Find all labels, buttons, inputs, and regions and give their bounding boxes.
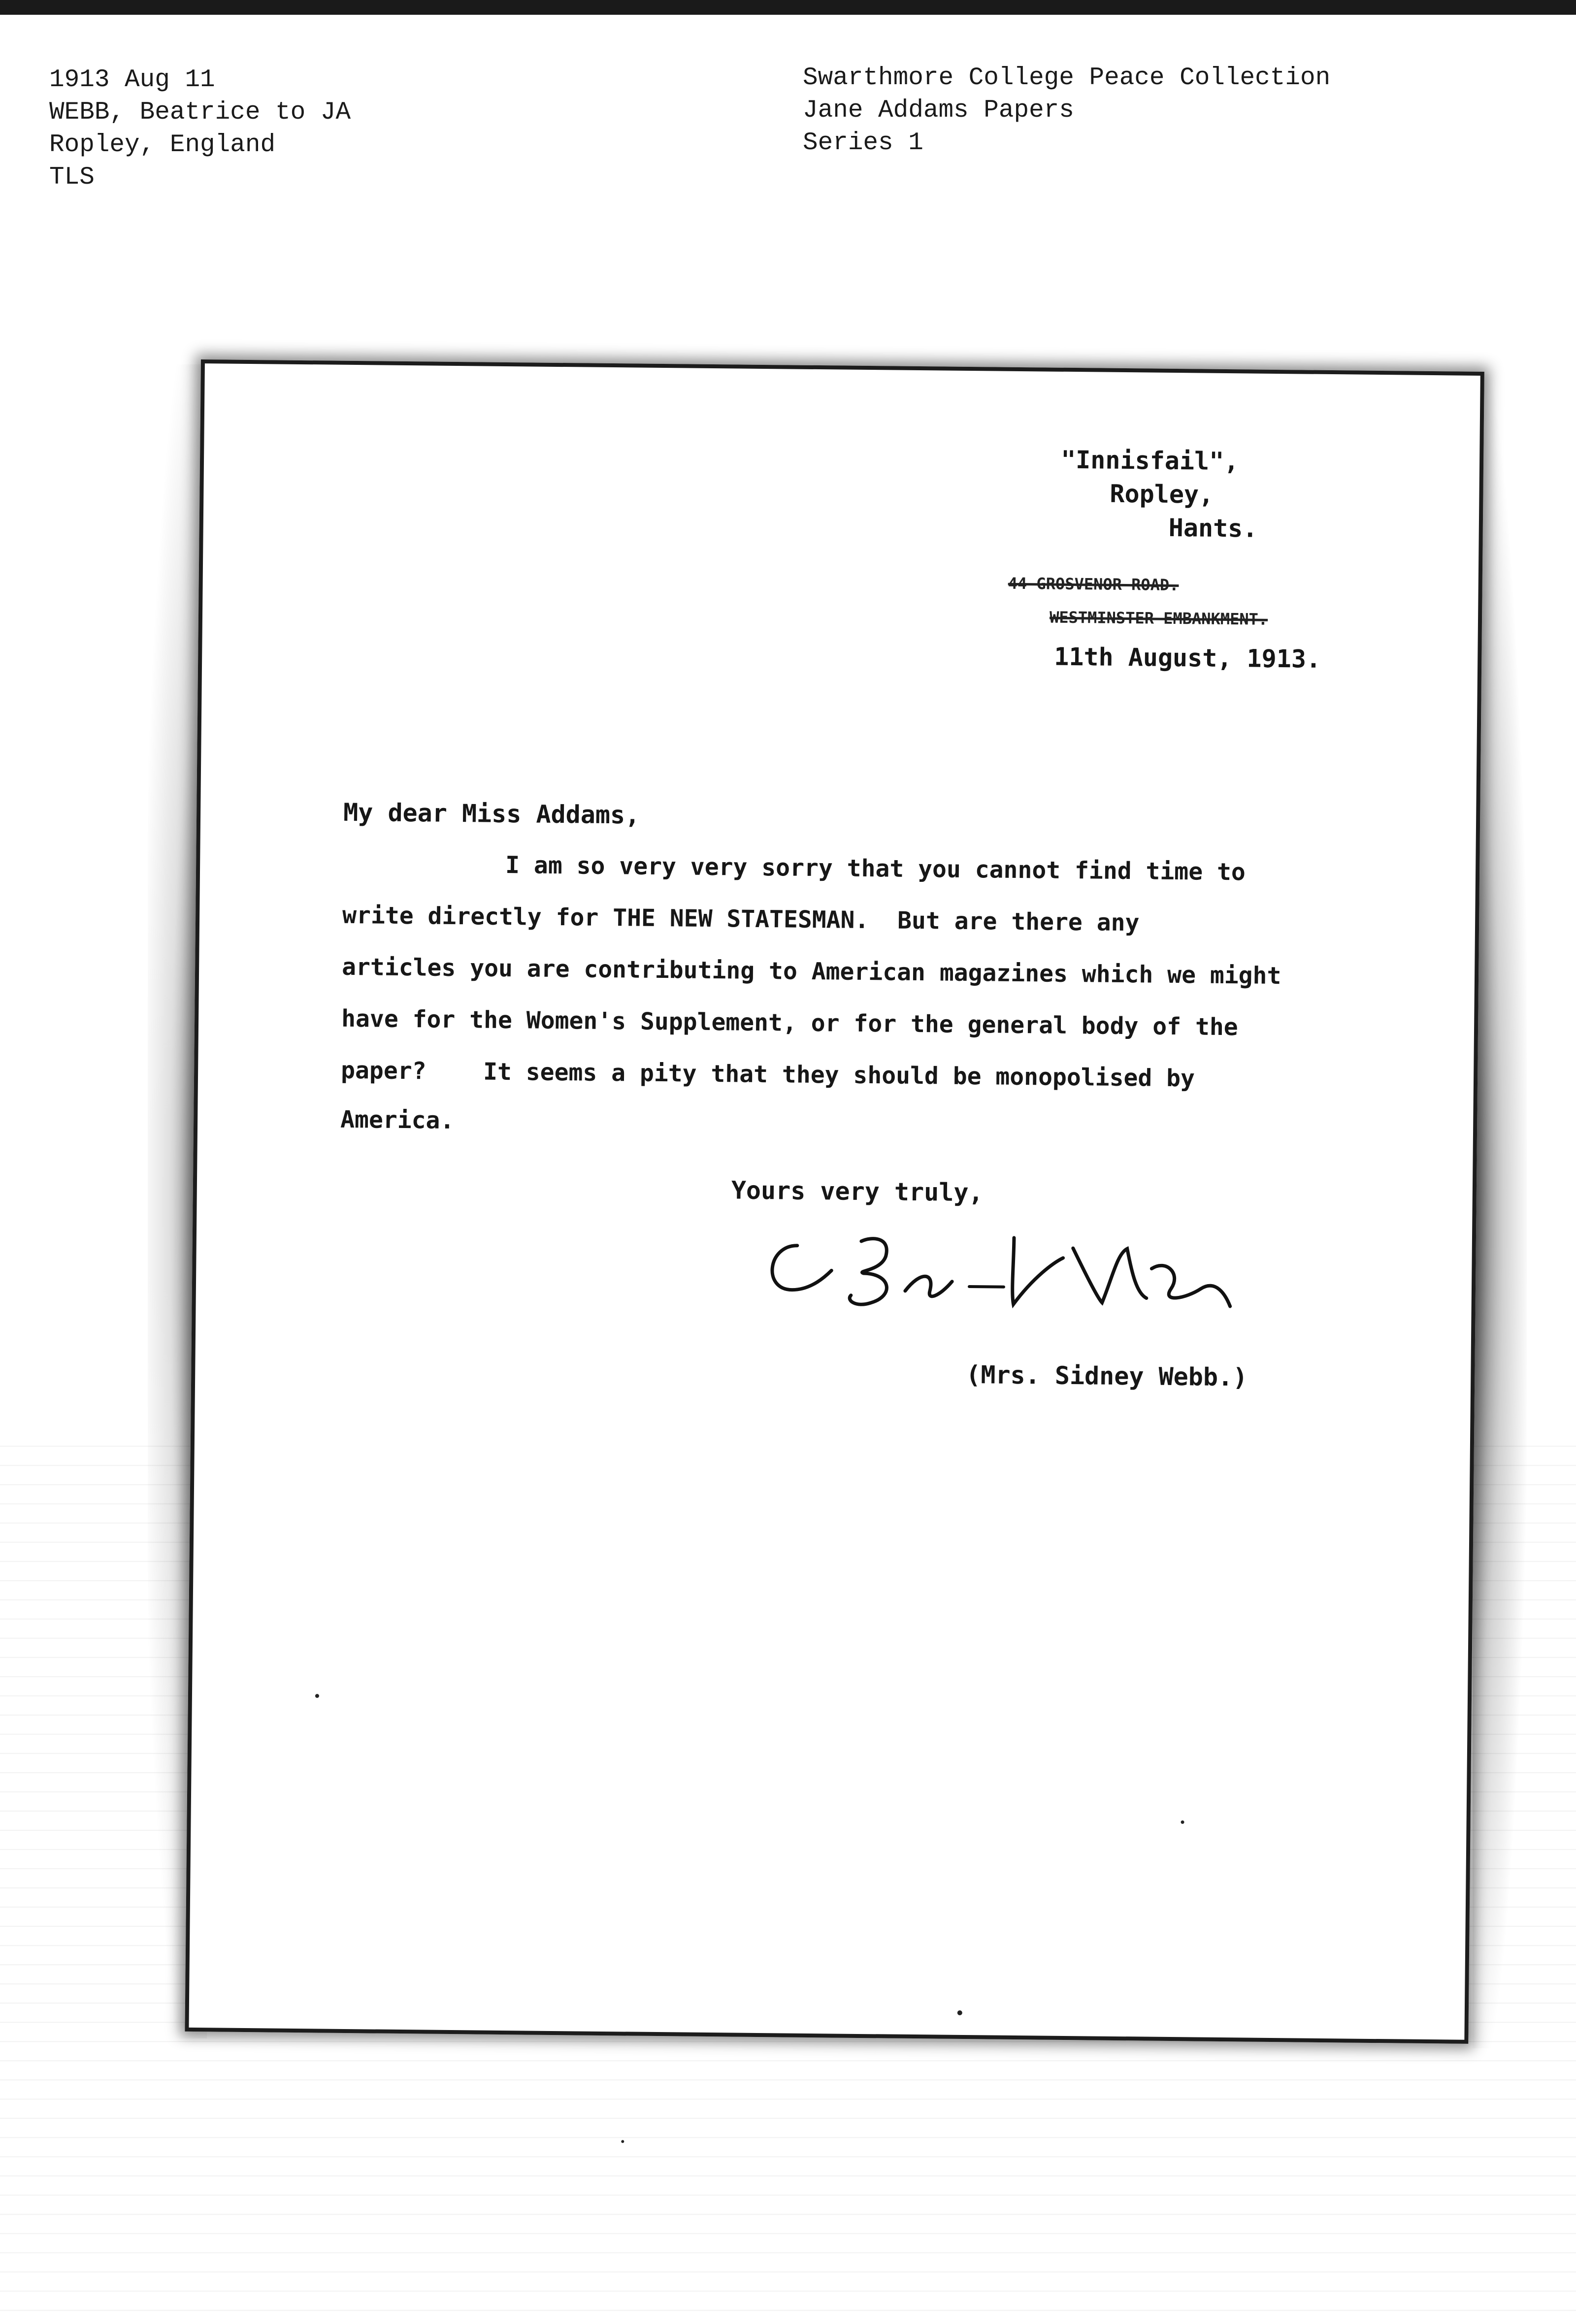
archive-correspondents: WEBB, Beatrice to JA bbox=[49, 98, 351, 127]
body-line-2: write directly for THE NEW STATESMAN. But are there any bbox=[342, 901, 1140, 937]
address-line-2: Ropley, bbox=[1110, 479, 1214, 509]
scan-speck bbox=[621, 2140, 624, 2143]
archive-papers: Jane Addams Papers bbox=[803, 97, 1074, 125]
archive-header-left bbox=[49, 64, 351, 194]
archive-place: Ropley, England bbox=[49, 131, 276, 159]
body-line-3: articles you are contributing to American magazines which we might bbox=[341, 953, 1281, 990]
archive-doc-type: TLS bbox=[49, 163, 95, 192]
letter-date: 11th August, 1913. bbox=[1054, 642, 1321, 674]
typed-signature-name: (Mrs. Sidney Webb.) bbox=[965, 1360, 1248, 1392]
closing: Yours very truly, bbox=[731, 1176, 984, 1207]
struck-address-line-1: 44 GROSVENOR ROAD. bbox=[1008, 574, 1179, 595]
archive-collection: Swarthmore College Peace Collection bbox=[803, 64, 1331, 92]
archive-date: 1913 Aug 11 bbox=[49, 66, 215, 94]
address-line-3: Hants. bbox=[1168, 513, 1258, 543]
letter-sheet bbox=[185, 359, 1484, 2044]
body-line-4: have for the Women's Supplement, or for the general body of the bbox=[341, 1004, 1238, 1041]
salutation: My dear Miss Addams, bbox=[343, 798, 640, 830]
top-scan-border bbox=[0, 0, 1576, 15]
scan-speck bbox=[957, 2010, 962, 2015]
body-line-6: America. bbox=[340, 1105, 455, 1135]
address-line-1: "Innisfail", bbox=[1060, 445, 1239, 476]
handwritten-signature bbox=[757, 1216, 1250, 1329]
archive-header-right bbox=[803, 62, 1330, 160]
scan-speck bbox=[315, 1694, 319, 1698]
scan-speck bbox=[1181, 1820, 1184, 1824]
struck-address-line-2: WESTMINSTER EMBANKMENT. bbox=[1049, 608, 1268, 629]
archive-series: Series 1 bbox=[803, 129, 923, 157]
body-line-5: paper? It seems a pity that they should be monopolised by bbox=[340, 1056, 1195, 1093]
body-line-1: I am so very very sorry that you cannot find time to bbox=[505, 851, 1246, 886]
